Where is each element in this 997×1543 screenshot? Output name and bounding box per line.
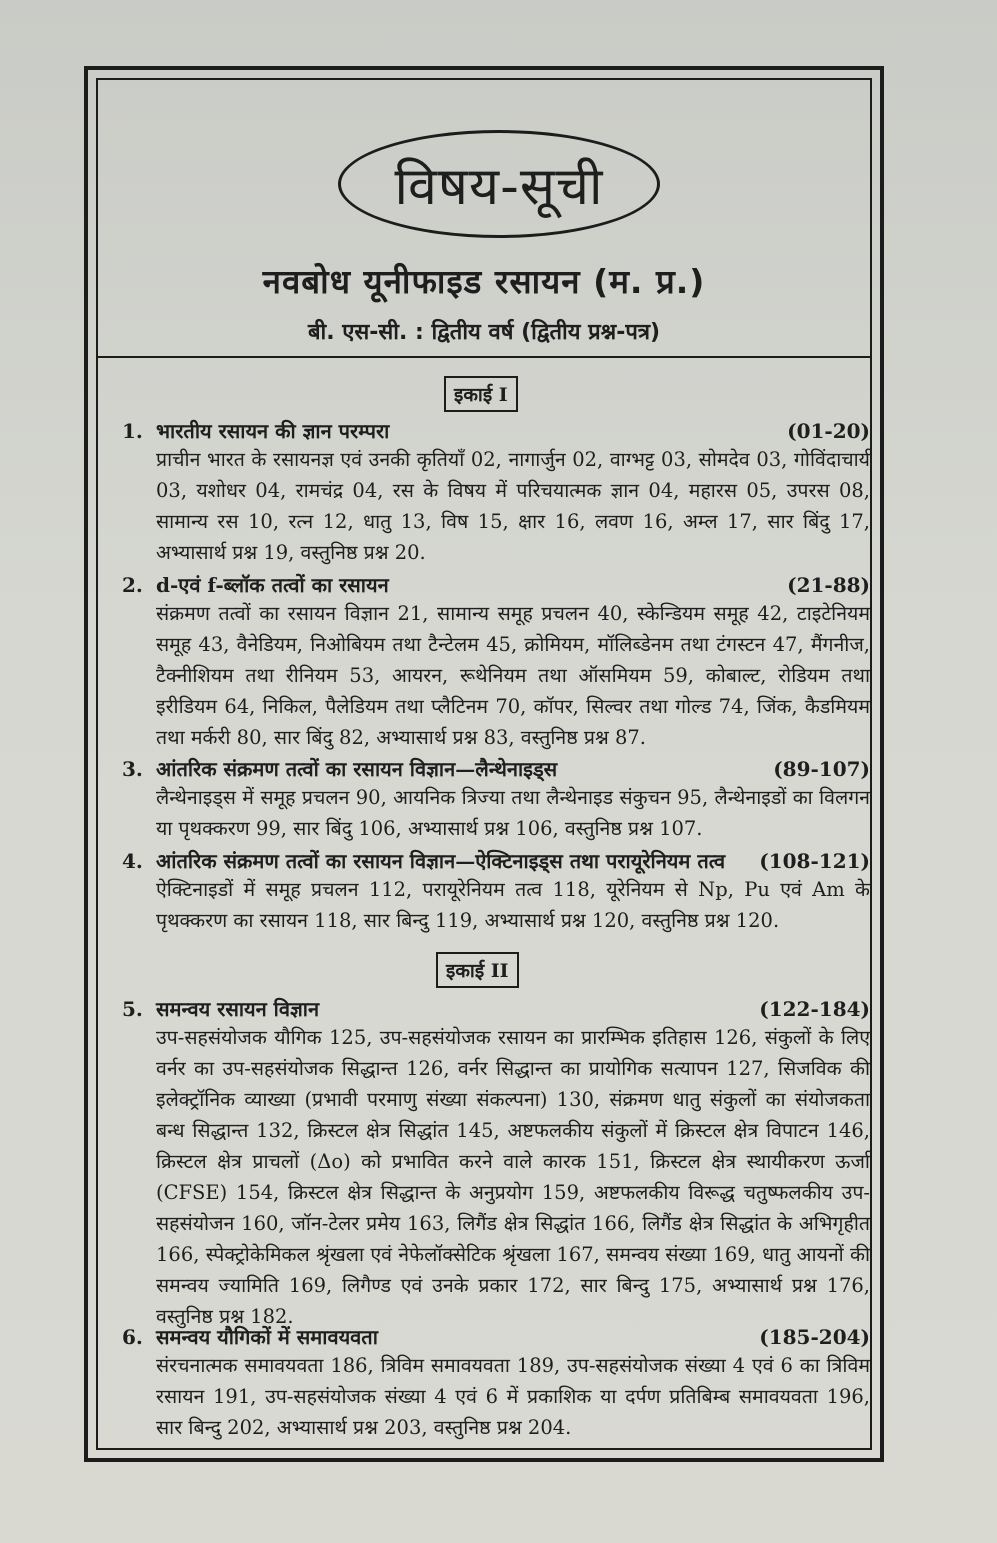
entry-pages: (01-20) <box>787 419 870 443</box>
entry-number: 3. <box>122 757 143 781</box>
toc-title: विषय-सूची <box>394 156 604 217</box>
toc-title-oval <box>338 130 660 238</box>
entry-pages: (21-88) <box>787 573 870 597</box>
entry-number: 6. <box>122 1325 143 1349</box>
toc-entry-3[interactable] <box>122 756 870 844</box>
entry-pages: (108-121) <box>759 849 870 873</box>
entry-title: आंतरिक संक्रमण तत्वों का रसायन विज्ञान—ऐक्टिनाइड्स तथा परायूरेनियम तत्व <box>156 849 726 873</box>
entry-title: समन्वय यौगिकों में समावयवता <box>156 1325 378 1349</box>
entry-description: प्राचीन भारत के रसायनज्ञ एवं उनकी कृतियाँ 02, नागार्जुन 02, वाग्भट्ट 03, सोमदेव 03, गोविंदाचार्य 03, यशोधर 04, रामचंद्र 04, रस के विषय में परिचयात्मक ज्ञान 04, महारस 05, उपरस 08, सामान्य रस 10, रत्न 12, धातु 13, विष 15, क्षार 16, लवण 16, अम्ल 17, सार बिंदु 17, अभ्यासार्थ प्रश्न 19, वस्तुनिष्ठ प्रश्न 20. <box>156 448 870 564</box>
entry-description: ऐक्टिनाइडों में समूह प्रचलन 112, परायूरेनियम तत्व 118, यूरेनियम से Np, Pu एवं Am के पृथक्करण का रसायन 118, सार बिन्दु 119, अभ्यासार्थ प्रश्न 120, वस्तुनिष्ठ प्रश्न 120. <box>156 878 870 932</box>
entry-title: भारतीय रसायन की ज्ञान परम्परा <box>156 419 390 443</box>
entry-title: समन्वय रसायन विज्ञान <box>156 997 320 1021</box>
toc-entry-6[interactable] <box>122 1324 870 1443</box>
entry-pages: (89-107) <box>773 757 870 781</box>
toc-entry-5[interactable] <box>122 996 870 1332</box>
toc-entry-1[interactable] <box>122 418 870 568</box>
toc-entry-4[interactable] <box>122 848 870 936</box>
entry-description: उप-सहसंयोजक यौगिक 125, उप-सहसंयोजक रसायन का प्रारम्भिक इतिहास 126, संकुलों के लिए वर्नर का उप-सहसंयोजक सिद्धान्त 126, वर्नर सिद्धान्त का प्रायोगिक सत्यापन 127, सिजविक की इलेक्ट्रॉनिक व्याख्या (प्रभावी परमाणु संख्या संकल्पना) 130, संक्रमण धातु संकुलों का संयोजकता बन्ध सिद्धान्त 132, क्रिस्टल क्षेत्र सिद्धांत 145, अष्टफलकीय संकुलों में क्रिस्टल क्षेत्र विपाटन 146, क्रिस्टल क्षेत्र प्राचलों (Δo) को प्रभावित करने वाले कारक 151, क्रिस्टल क्षेत्र स्थायीकरण ऊर्जा (CFSE) 154, क्रिस्टल क्षेत्र सिद्धान्त के अनुप्रयोग 159, अष्टफलकीय विरूद्ध चतुष्फलकीय उप-सहसंयोजन 160, जॉन-टेलर प्रमेय 163, लिगैंड क्षेत्र सिद्धांत 166, लिगैंड क्षेत्र सिद्धांत के अभिगृहीत 166, स्पेक्ट्रोकेमिकल श्रृंखला एवं नेफेलॉक्सेटिक श्रृंखला 167, समन्वय संख्या 169, धातु आयनों की समन्वय ज्यामिति 169, लिगैण्ड एवं उनके प्रकार 172, सार बिन्दु 175, अभ्यासार्थ प्रश्न 176, वस्तुनिष्ठ प्रश्न 182. <box>156 1026 870 1328</box>
entry-title: आंतरिक संक्रमण तत्वों का रसायन विज्ञान—लैन्थेनाइड्स <box>156 757 558 781</box>
header-divider <box>98 356 870 358</box>
entry-pages: (185-204) <box>759 1325 870 1349</box>
entry-number: 4. <box>122 849 143 873</box>
book-title: नवबोध यूनीफाइड रसायन (म. प्र.) <box>262 262 706 301</box>
entry-number: 1. <box>122 419 143 443</box>
inner-frame <box>96 78 872 1450</box>
unit-label-2: इकाई II <box>436 952 519 988</box>
entry-number: 2. <box>122 573 143 597</box>
entry-title: d-एवं f-ब्लॉक तत्वों का रसायन <box>156 573 389 597</box>
entry-number: 5. <box>122 997 143 1021</box>
entry-pages: (122-184) <box>759 997 870 1021</box>
book-subtitle: बी. एस-सी. : द्वितीय वर्ष (द्वितीय प्रश्न-पत्र) <box>307 320 661 345</box>
entry-description: संरचनात्मक समावयवता 186, त्रिविम समावयवता 189, उप-सहसंयोजक संख्या 4 एवं 6 का त्रिविम रसायन 191, उप-सहसंयोजक संख्या 4 एवं 6 में प्रकाशिक या दर्पण प्रतिबिम्ब समावयवता 196, सार बिन्दु 202, अभ्यासार्थ प्रश्न 203, वस्तुनिष्ठ प्रश्न 204. <box>156 1354 870 1439</box>
unit-label-1: इकाई I <box>444 376 518 412</box>
page-frame <box>84 66 884 1462</box>
entry-description: संक्रमण तत्वों का रसायन विज्ञान 21, सामान्य समूह प्रचलन 40, स्केन्डियम समूह 42, टाइटेनियम समूह 43, वैनेडियम, निओबियम तथा टैन्टेलम 45, क्रोमियम, मॉलिब्डेनम तथा टंगस्टन 47, मैंगनीज, टैक्नीशियम तथा रीनियम 53, आयरन, रूथेनियम तथा ऑसमियम 59, कोबाल्ट, रोडियम तथा इरीडियम 64, निकिल, पैलेडियम तथा प्लैटिनम 70, कॉपर, सिल्वर तथा गोल्ड 74, जिंक, कैडमियम तथा मर्करी 80, सार बिंदु 82, अभ्यासार्थ प्रश्न 83, वस्तुनिष्ठ प्रश्न 87. <box>156 602 870 749</box>
entry-description: लैन्थेनाइड्स में समूह प्रचलन 90, आयनिक त्रिज्या तथा लैन्थेनाइड संकुचन 95, लैन्थेनाइडों का विलगन या पृथक्करण 99, सार बिंदु 106, अभ्यासार्थ प्रश्न 106, वस्तुनिष्ठ प्रश्न 107. <box>156 786 870 840</box>
toc-entry-2[interactable] <box>122 572 870 753</box>
